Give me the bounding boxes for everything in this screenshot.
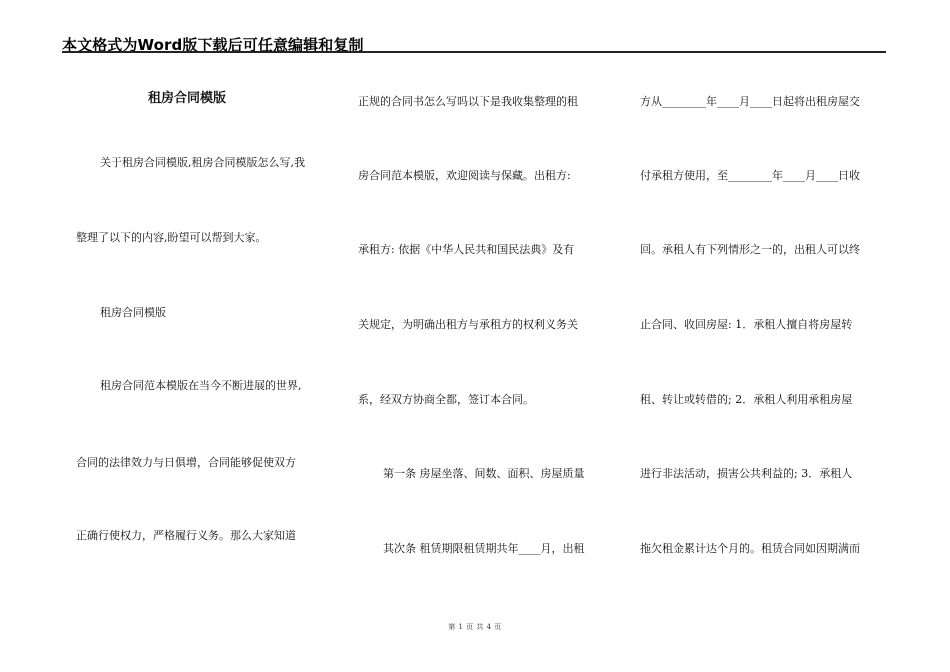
paragraph-line: 止合同、收回房屋: 1．承租人擅自将房屋转 bbox=[640, 318, 853, 331]
document-title: 租房合同模版 bbox=[148, 91, 227, 106]
paragraph-line: 方从________年____月____日起将出租房屋交 bbox=[640, 95, 860, 108]
paragraph-line: 进行非法活动，损害公共利益的; 3．承租人 bbox=[640, 467, 853, 480]
paragraph-line: 整理了以下的内容,盼望可以帮到大家。 bbox=[76, 231, 267, 244]
paragraph-line: 租房合同范本模版在当今不断进展的世界, bbox=[100, 379, 302, 392]
paragraph-line: 关于租房合同模版,租房合同模版怎么写,我 bbox=[100, 156, 305, 169]
paragraph-line: 系，经双方协商全都，签订本合同。 bbox=[358, 393, 534, 406]
paragraph-line: 关规定，为明确出租方与承租方的权利义务关 bbox=[358, 318, 578, 331]
paragraph-line: 其次条 租赁期限租赁期共年____月，出租 bbox=[383, 542, 585, 555]
paragraph-line: 回。承租人有下列情形之一的，出租人可以终 bbox=[640, 243, 860, 256]
paragraph-line: 合同的法律效力与日俱增，合同能够促使双方 bbox=[76, 456, 296, 469]
paragraph-line: 正规的合同书怎么写吗以下是我收集整理的租 bbox=[358, 95, 578, 108]
paragraph-line: 第一条 房屋坐落、间数、面积、房屋质量 bbox=[383, 467, 585, 480]
paragraph-line: 房合同范本模版，欢迎阅读与保藏。出租方: bbox=[358, 169, 571, 182]
paragraph-line: 拖欠租金累计达个月的。租赁合同如因期满而 bbox=[640, 542, 860, 555]
paragraph-line: 租、转让或转借的; 2．承租人利用承租房屋 bbox=[640, 393, 853, 406]
paragraph-line: 付承租方使用，至________年____月____日收 bbox=[640, 169, 860, 182]
paragraph-line: 承租方: 依据《中华人民共和国民法典》及有 bbox=[358, 243, 575, 256]
document-header-banner: 本文格式为Word版下载后可任意编辑和复制 bbox=[62, 36, 364, 54]
section-heading: 租房合同模版 bbox=[100, 306, 166, 319]
page-number-footer: 第 1 页 共 4 页 bbox=[448, 623, 502, 631]
header-divider bbox=[62, 51, 886, 53]
paragraph-line: 正确行使权力，严格履行义务。那么大家知道 bbox=[76, 529, 296, 542]
